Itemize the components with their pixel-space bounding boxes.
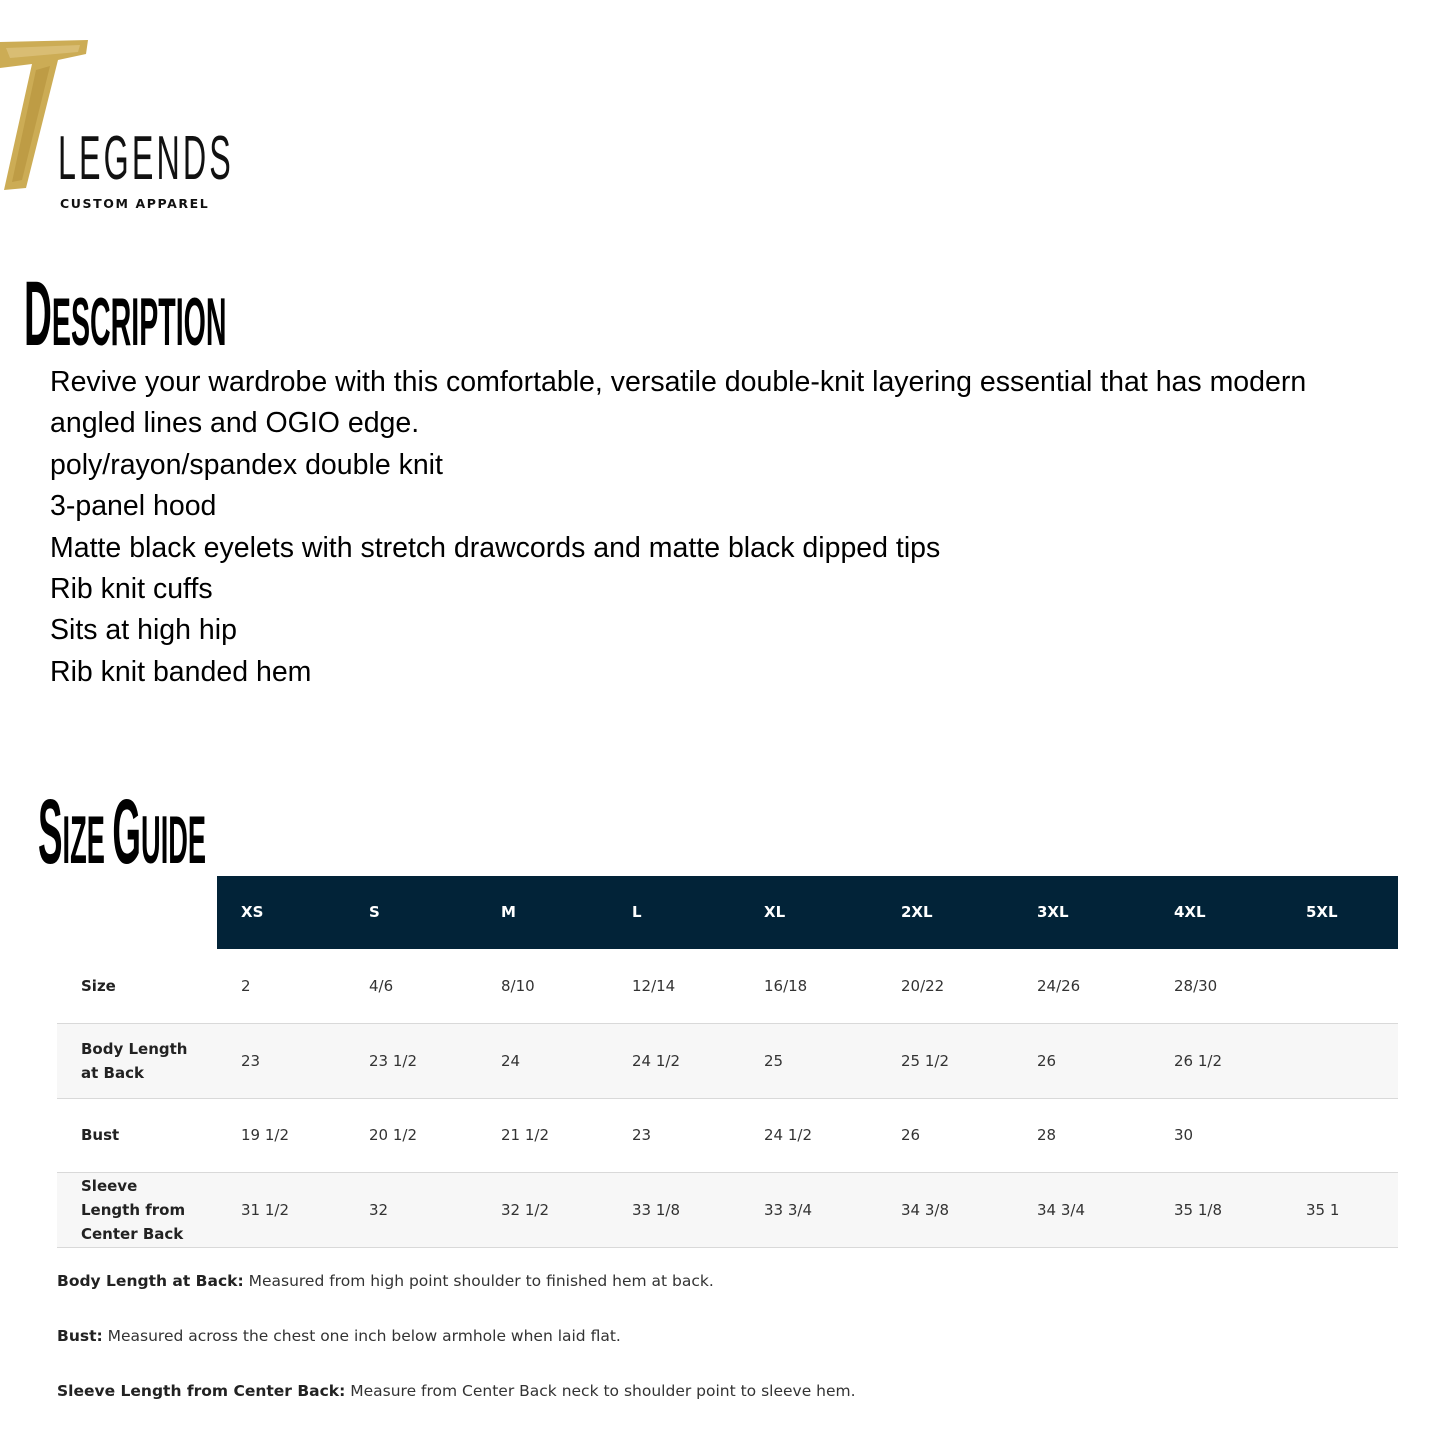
brand-name: LEGENDS [58,124,234,193]
row-label: Size [81,977,116,995]
description-body [50,362,1420,693]
size-header-5xl: 5XL [1306,903,1338,921]
row-label: Bust [81,1126,120,1144]
table-cell: 25 1/2 [901,1052,949,1070]
description-line: 3-panel hood [50,490,217,523]
note-sleeve-length: Sleeve Length from Center Back: Measure from Center Back neck to shoulder point to sleeve hem. [57,1382,856,1400]
table-cell: 16/18 [764,977,808,995]
table-cell: 25 [764,1052,784,1070]
table-cell: 31 1/2 [241,1201,289,1219]
table-cell: 30 [1174,1126,1194,1144]
table-cell: 19 1/2 [241,1126,289,1144]
size-header-m: M [501,903,516,921]
table-cell: 23 [241,1052,261,1070]
table-cell: 24/26 [1037,977,1081,995]
size-header-s: S [369,903,380,921]
description-line: Rib knit banded hem [50,655,312,688]
description-line: Matte black eyelets with stretch drawcords and matte black dipped tips [50,531,941,564]
table-cell: 35 1/8 [1174,1201,1222,1219]
brand-logo [0,40,234,211]
size-header-2xl: 2XL [901,903,933,921]
table-cell: 23 [632,1126,652,1144]
table-cell: 24 [501,1052,521,1070]
description-line: Sits at high hip [50,614,237,647]
table-cell: 20 1/2 [369,1126,417,1144]
table-cell: 34 3/8 [901,1201,949,1219]
table-row [57,1098,1398,1173]
table-cell: 33 1/8 [632,1201,680,1219]
table-cell: 28 [1037,1126,1057,1144]
size-header-4xl: 4XL [1174,903,1206,921]
row-label: Sleeve Length from Center Back [81,1177,186,1243]
table-cell: 32 1/2 [501,1201,549,1219]
table-cell: 24 1/2 [764,1126,812,1144]
table-cell: 26 [1037,1052,1057,1070]
note-body-length: Body Length at Back: Measured from high point shoulder to finished hem at back. [57,1272,714,1290]
table-cell: 12/14 [632,977,676,995]
row-label: Body Length at Back [81,1040,188,1082]
table-row [57,949,1398,1024]
description-line: Rib knit cuffs [50,573,213,606]
table-cell: 32 [369,1201,389,1219]
size-header-xl: XL [764,903,786,921]
table-row [57,1173,1398,1248]
description-heading: DESCRIPTION [24,263,227,365]
size-header-3xl: 3XL [1037,903,1069,921]
size-header-xs: XS [241,903,264,921]
table-cell: 2 [241,977,251,995]
table-cell: 20/22 [901,977,945,995]
table-cell: 34 3/4 [1037,1201,1085,1219]
table-cell: 24 1/2 [632,1052,680,1070]
description-line: Revive your wardrobe with this comfortable, versatile double-knit layering essential that has modern [50,366,1307,398]
brand-tagline: CUSTOM APPAREL [60,196,210,211]
note-bust: Bust: Measured across the chest one inch below armhole when laid flat. [57,1327,621,1345]
table-cell: 33 3/4 [764,1201,812,1219]
table-cell: 26 [901,1126,921,1144]
table-cell: 28/30 [1174,977,1218,995]
table-cell: 4/6 [369,977,394,995]
table-cell: 21 1/2 [501,1126,549,1144]
description-line: poly/rayon/spandex double knit [50,448,443,481]
table-cell: 8/10 [501,977,535,995]
table-cell: 35 1 [1306,1201,1340,1219]
size-table-header [217,876,1398,949]
size-guide-heading: SIZE GUIDE [38,781,207,883]
table-cell: 26 1/2 [1174,1052,1222,1070]
table-row [57,1024,1398,1099]
description-line: angled lines and OGIO edge. [50,407,420,440]
table-cell: 23 1/2 [369,1052,417,1070]
size-header-l: L [632,903,642,921]
